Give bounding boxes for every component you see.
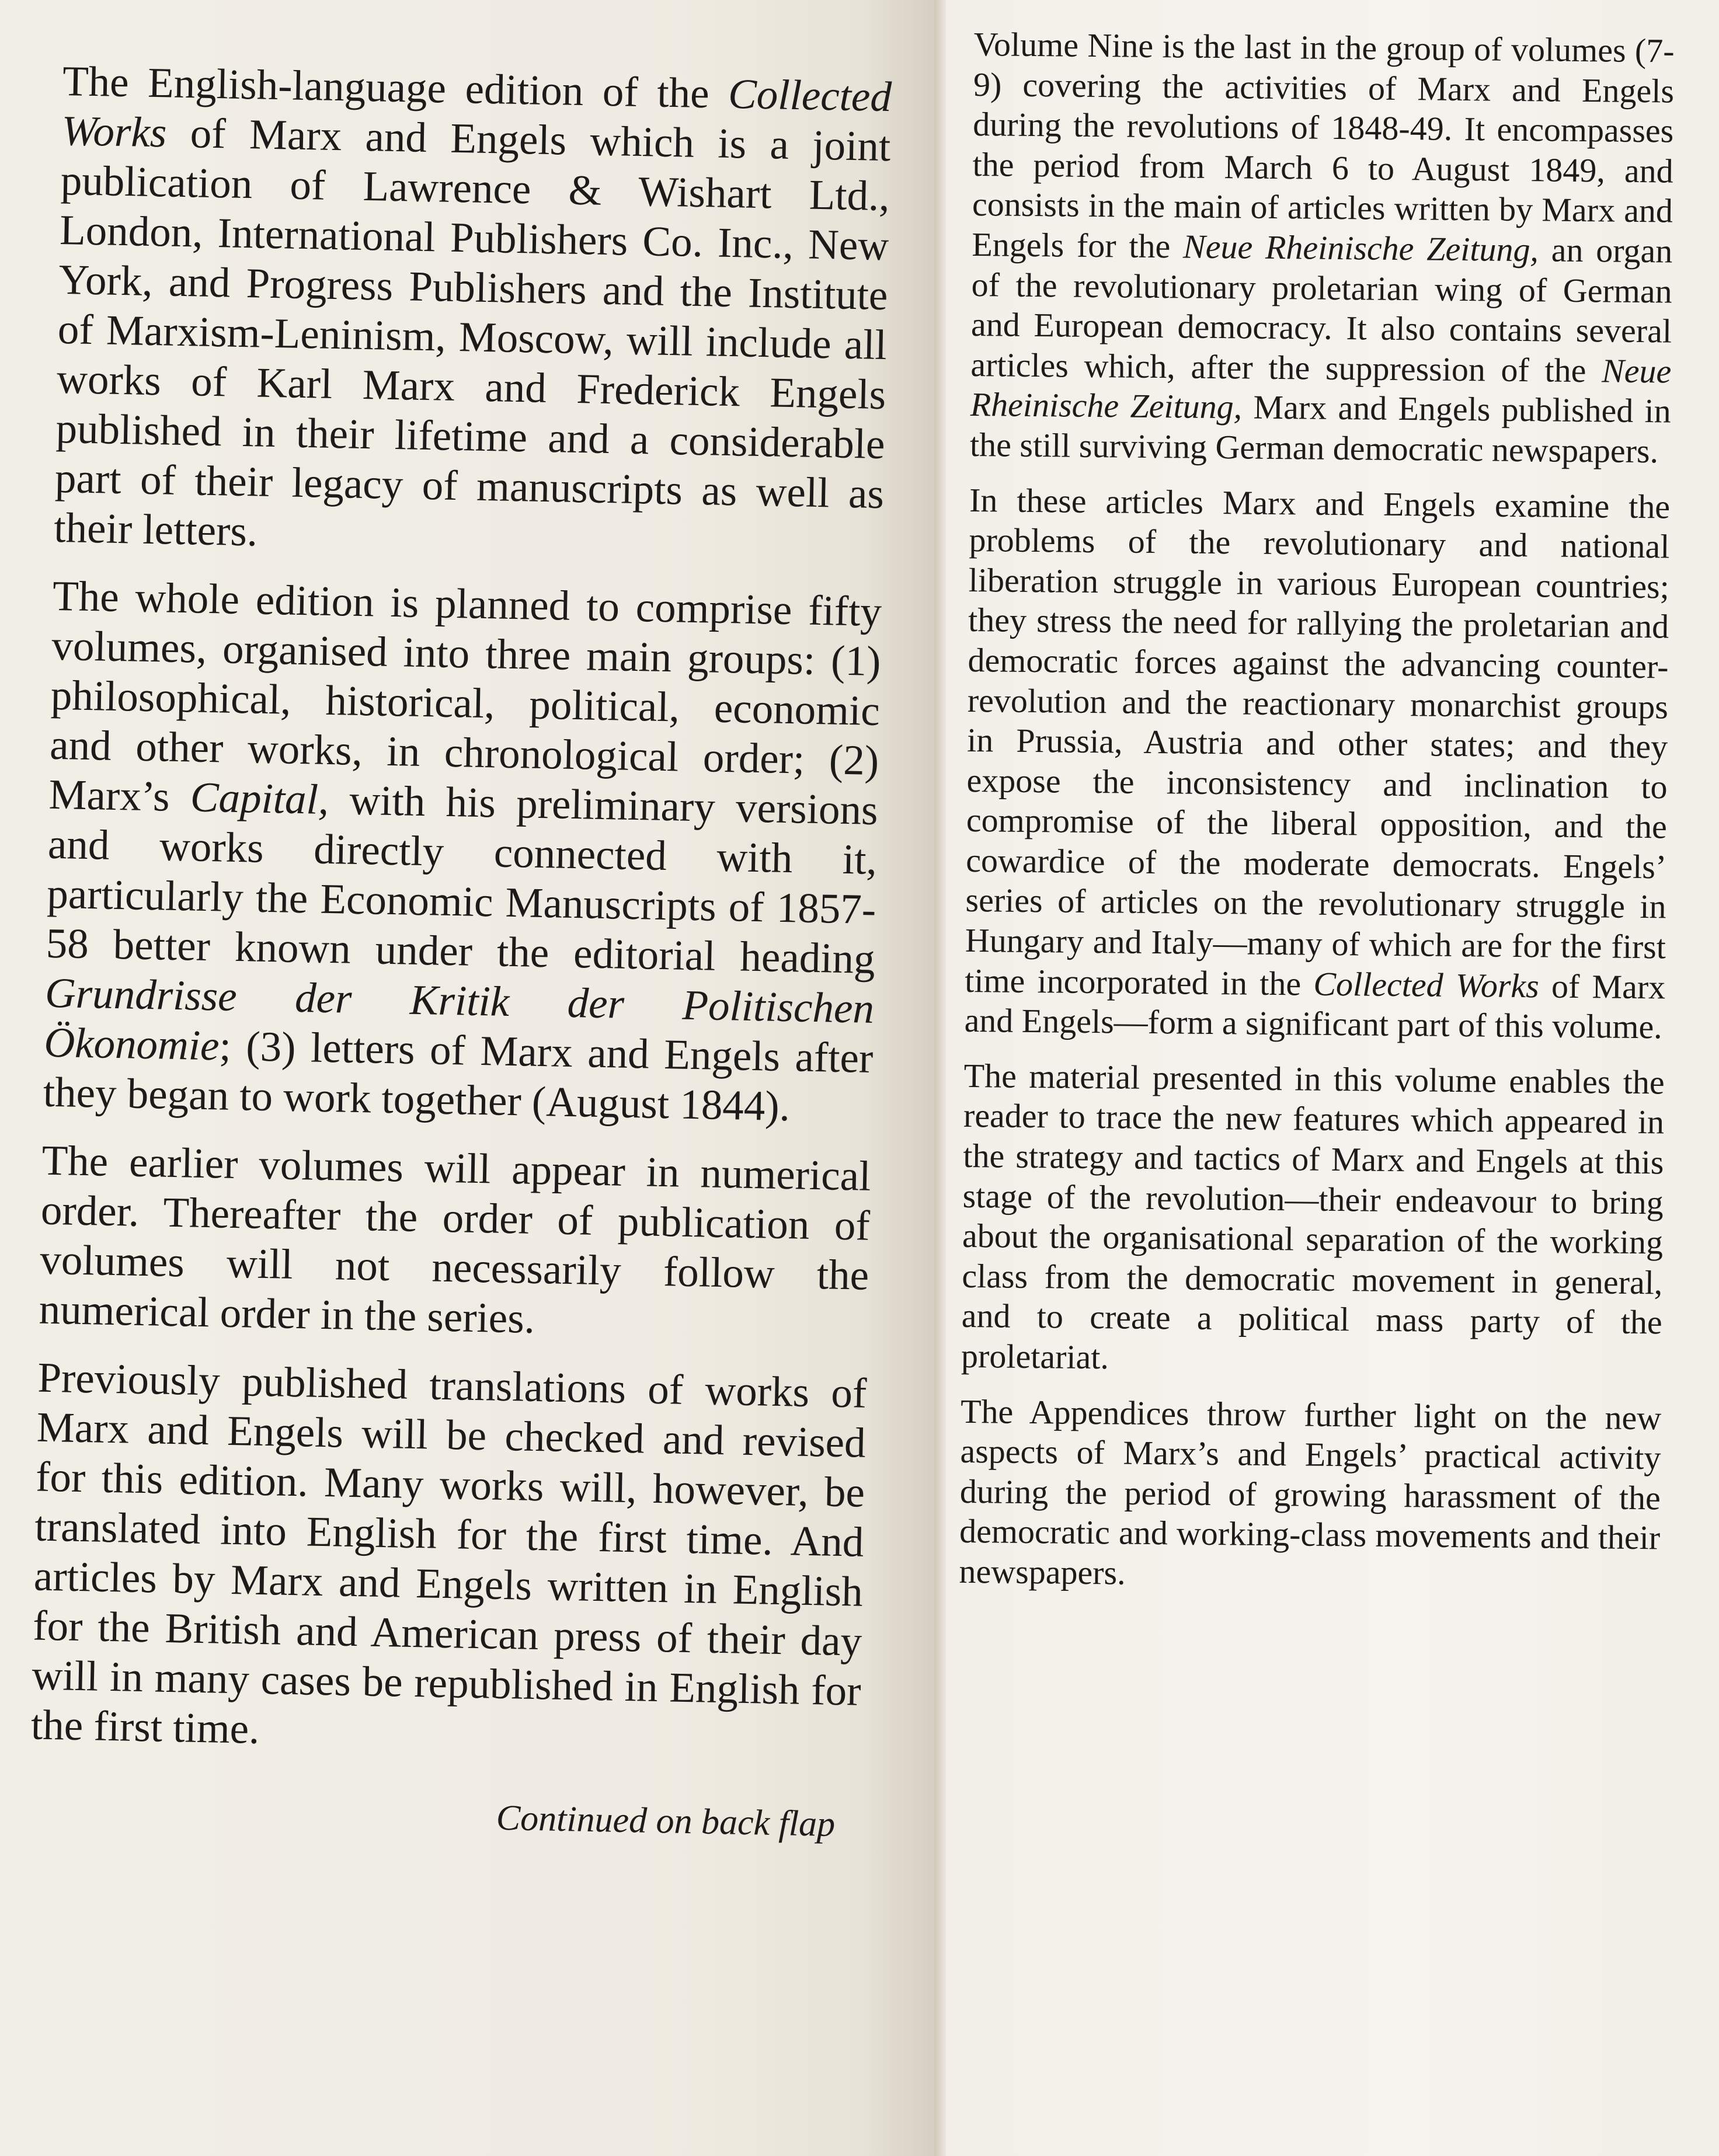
continued-on-back-flap: Continued on back flap (496, 1798, 836, 1844)
paragraph-edition-intro: The English-language edition of the Collected Works of Marx and Engels which is a joint publication of Lawrence & Wishart Ltd., London, International Publishers Co. Inc., New York, and Progress Publishers and the Institute of Marxism-Leninism, Moscow, will include all works of Karl Marx and Frederick Engels published in their lifetime and a considerable part of their legacy of manuscripts as well as their letters. (53, 57, 892, 555)
paragraph-material: The material presented in this volume enables the reader to trace the new features which appeared in the strategy and tactics of Marx and Engels at this stage of the revolution—their endeavour to bring about the organisational separation of the working class from the democratic movement in general, and to create a political mass party of the proletariat. (961, 1056, 1665, 1377)
paragraph-edition-plan: The whole edition is planned to comprise fifty volumes, organised into three main groups: (1) philosophical, historical, political, economic and other works, in chronological order; (2) Marx’s Capital, with his preliminary versions and works directly connected with it, particularly the Economic Manuscripts of 1857-58 better known under the editorial heading Grundrisse der Kritik der Politischen Ökonomie; (3) letters of Marx and Engels after they began to work together (August 1844). (43, 572, 882, 1130)
right-flap-text (959, 25, 1675, 1598)
collected-works-title: Collected Works (1313, 964, 1540, 1005)
newspaper-title: Neue Rheinische Zeitung, (1182, 227, 1539, 269)
paragraph-appendices: The Appendices throw further light on the new aspects of Marx’s and Engels’ practical activity during the period of growing harassment of the democratic and working-class movements and their newspapers. (959, 1392, 1662, 1592)
paragraph-volume-nine: Volume Nine is the last in the group of volumes (7-9) covering the activities of Marx and Engels during the revolutions of 1848-49. It encompasses the period from March 6 to August 1849, and consists in the main of articles written by Marx and Engels for the Neue Rheinische Zeitung, an organ of the revolutionary proletarian wing of German and European democracy. It also contains several articles which, after the suppression of the Neue Rheinische Zeitung, Marx and Engels published in the still surviving German democratic newspapers. (969, 25, 1675, 471)
paragraph-articles: In these articles Marx and Engels examine the problems of the revolutionary and national liberation struggle in various European countries; they stress the need for rallying the proletarian and democratic forces against the advancing counter-revolution and the reactionary monarchist groups in Prussia, Austria and other states; and they expose the inconsistency and inclination to compromise of the liberal opposition, and the cowardice of the moderate democrats. Engels’ series of articles on the revolutionary struggle in Hungary and Italy—many of which are for the first time incorporated in the Collected Works of Marx and Engels—form a significant part of this volume. (964, 480, 1671, 1046)
capital-title: Capital, (190, 773, 329, 823)
page-gutter (934, 0, 946, 2156)
paragraph-volume-order: The earlier volumes will appear in numerical order. Thereafter the order of publication of volumes will not necessarily follow the numerical order in the series. (39, 1136, 872, 1342)
left-flap-text (29, 56, 892, 1850)
newspaper-title: Neue Rheinische Zeitung, (970, 351, 1672, 426)
collected-works-title: Collected Works (61, 69, 892, 156)
paragraph-translations: Previously published translations of works of Marx and Engels will be checked and revised for this edition. Many works will, however, be translated into English for the first time. And articles by Marx and Engels written in English for the British and American press of their day will in many cases be republished in English for the first time. (30, 1353, 868, 1753)
grundrisse-title: Grundrisse der Kritik der Politischen Ökonomie (43, 969, 875, 1070)
right-flap-page (946, 0, 1719, 2156)
